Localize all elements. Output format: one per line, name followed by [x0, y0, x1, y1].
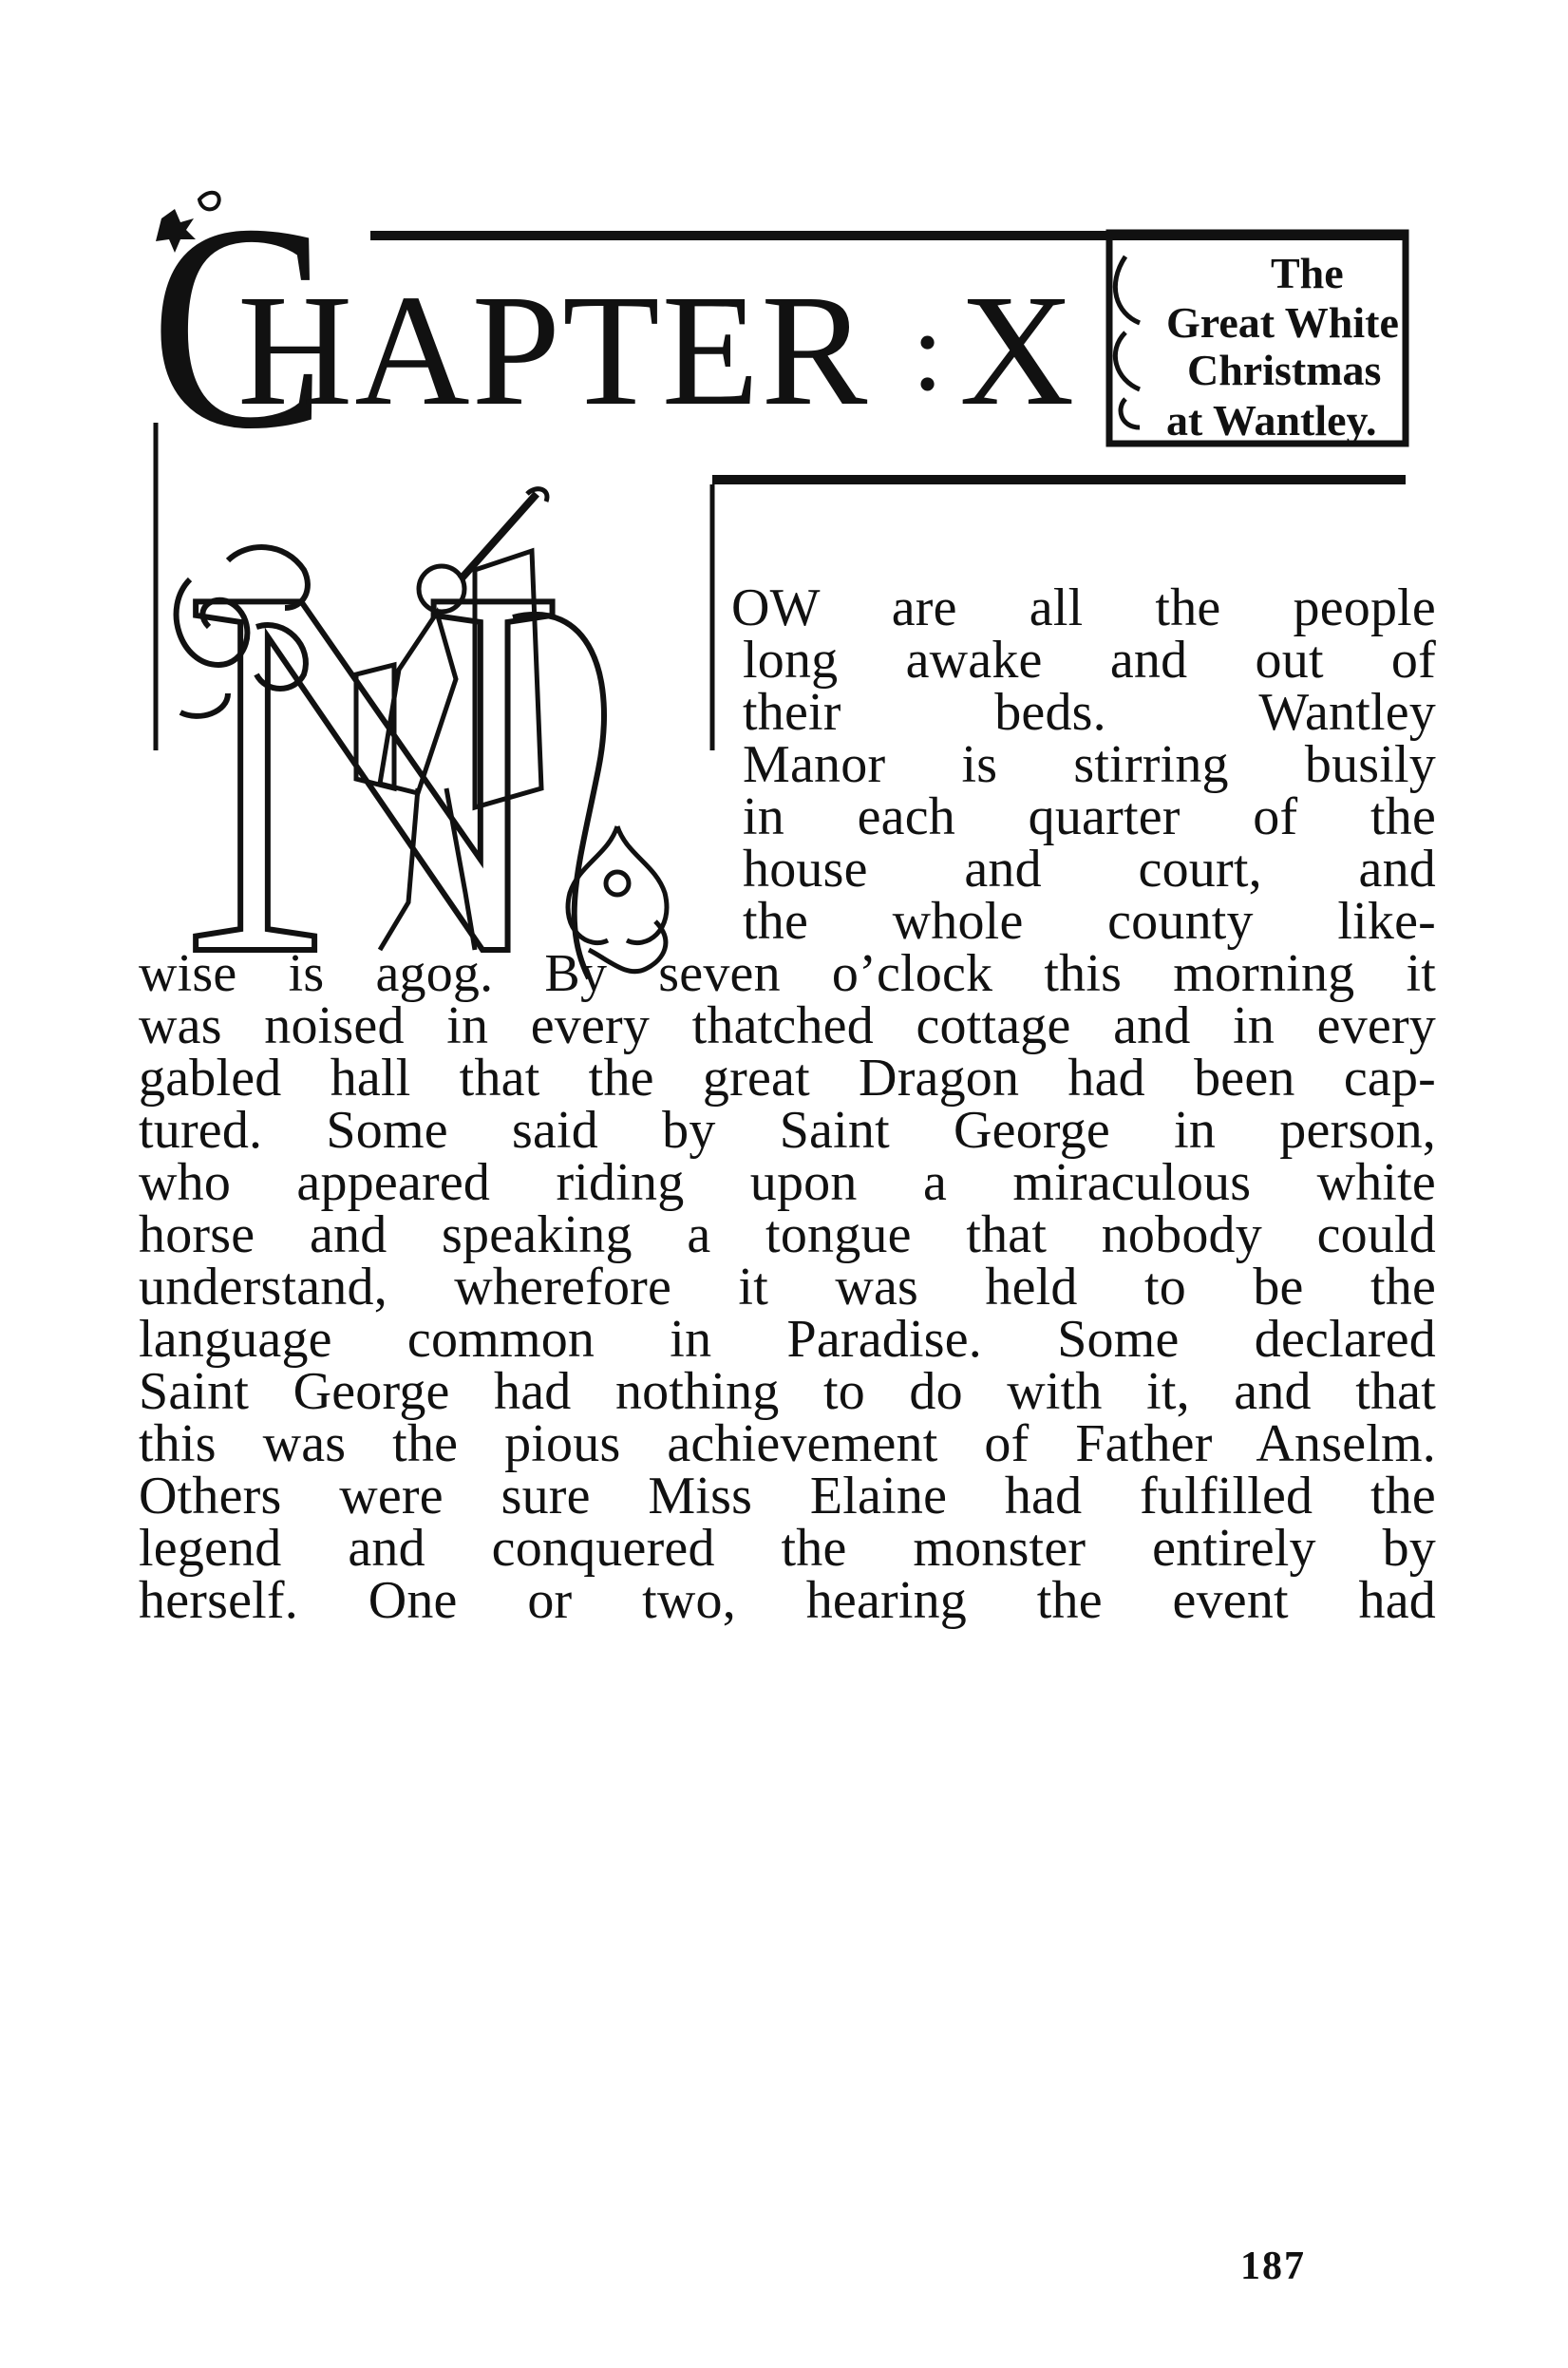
text-line-9: was noised in every thatched cottage and in every — [139, 996, 1436, 1055]
page-number: 187 — [1240, 2245, 1306, 2288]
chapter-subtitle-box — [1109, 233, 1406, 445]
text-line-12: who appeared riding upon a miraculous white — [139, 1153, 1436, 1212]
text-line-5: in each quarter of the — [743, 787, 1436, 846]
text-line-16: Saint George had nothing to do with it, and that — [139, 1362, 1436, 1421]
chapter-numeral: X — [959, 262, 1075, 439]
text-line-4: Manor is stirring busily — [743, 735, 1436, 794]
text-line-11: tured. Some said by Saint George in person, — [139, 1101, 1436, 1160]
text-line-14: understand, wherefore it was held to be the — [139, 1258, 1436, 1317]
text-line-19: legend and conquered the monster entirely by — [139, 1519, 1436, 1578]
subtitle-line-3: Christmas — [1187, 346, 1382, 394]
drop-cap-letter: N — [180, 477, 565, 1026]
text-line-10: gabled hall that the great Dragon had been cap- — [139, 1049, 1436, 1108]
illuminated-drop-cap — [152, 475, 741, 1026]
chapter-heading-text: HAPTER — [237, 262, 870, 439]
chapter-separator: : — [912, 288, 944, 414]
text-line-20: herself. One or two, hearing the event had — [139, 1571, 1436, 1630]
text-line-7: the whole county like- — [743, 892, 1436, 951]
text-line-17: this was the pious achievement of Father Anselm. — [139, 1414, 1436, 1473]
text-line-8: wise is agog. By seven o’clock this morning it — [139, 944, 1436, 1003]
text-line-3: their beds. Wantley — [743, 683, 1436, 742]
text-line-2: long awake and out of — [743, 631, 1436, 690]
subtitle-line-2: Great White — [1166, 298, 1399, 347]
subtitle-line-4: at Wantley. — [1166, 396, 1377, 445]
chapter-initial: C — [150, 180, 328, 490]
subtitle-line-1: The — [1271, 249, 1344, 297]
text-line-13: horse and speaking a tongue that nobody could — [139, 1205, 1436, 1264]
text-line-1: OW are all the people — [731, 578, 1436, 637]
text-line-6: house and court, and — [743, 840, 1436, 899]
text-line-15: language common in Paradise. Some declared — [139, 1310, 1436, 1369]
text-line-18: Others were sure Miss Elaine had fulfilled the — [139, 1467, 1436, 1525]
